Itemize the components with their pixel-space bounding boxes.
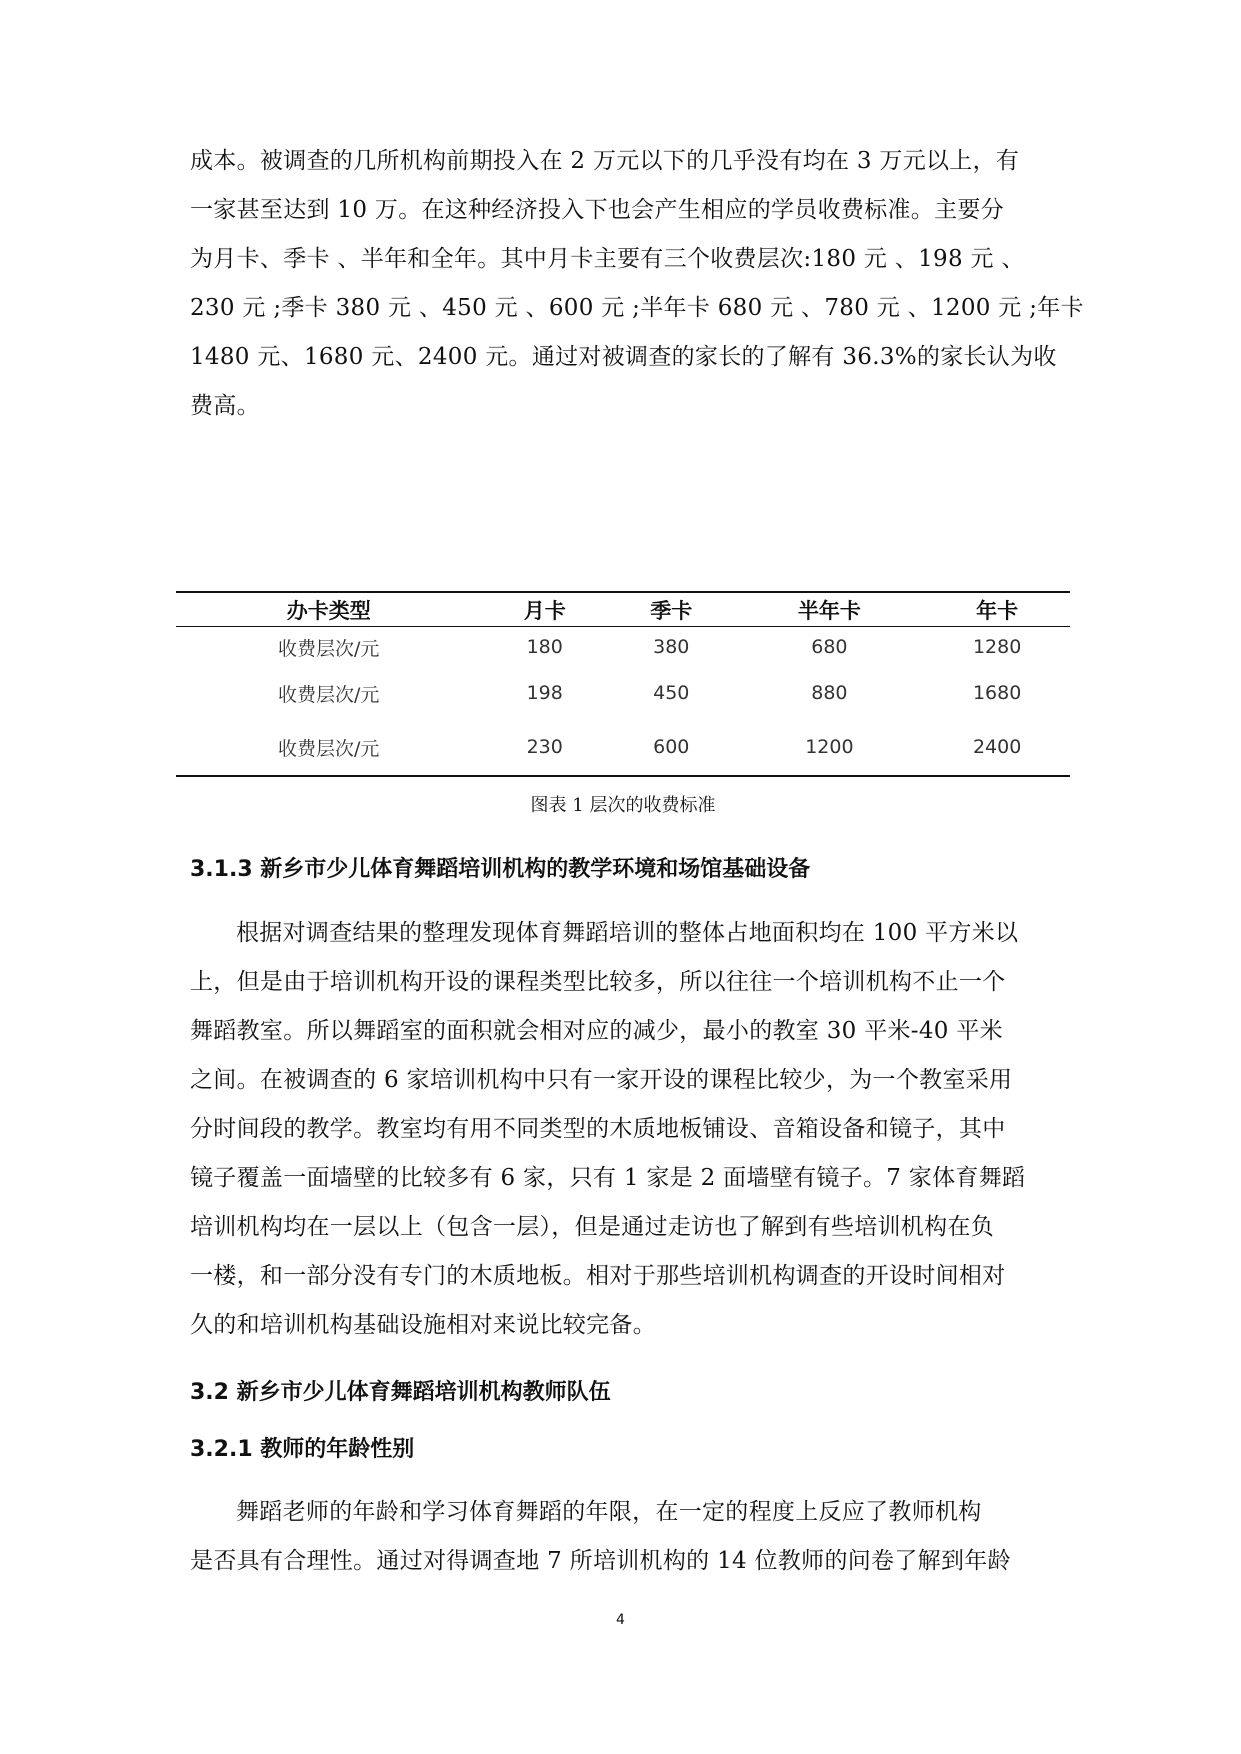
fee-table	[176, 591, 1070, 777]
table-cell: 600	[608, 719, 735, 776]
table-cell: 880	[811, 682, 848, 704]
paragraph-fee-intro	[190, 137, 1084, 431]
column-header-card-type: 办卡类型	[176, 592, 481, 627]
text-line: 一家甚至达到 10 万。在这种经济投入下也会产生相应的学员收费标准。主要分	[190, 197, 1004, 223]
table-cell: 680	[811, 636, 848, 658]
text-line: 是否具有合理性。通过对得调查地 7 所培训机构的 14 位教师的问卷了解到年龄	[190, 1548, 1011, 1574]
table-cell: 180	[526, 636, 563, 658]
paragraph-teaching-environment	[190, 909, 1070, 1350]
paragraph-teacher-age	[190, 1488, 1070, 1586]
text-line: 根据对调查结果的整理发现体育舞蹈培训的整体占地面积均在 100 平方米以	[236, 920, 1019, 946]
table-cell: 1200	[735, 719, 925, 776]
table-cell: 1680	[972, 682, 1022, 704]
table-header-row	[176, 592, 1070, 627]
table-cell: 收费层次/元	[176, 719, 481, 776]
table-row	[176, 667, 1070, 719]
table-row	[176, 627, 1070, 668]
table-caption: 图表 1 层次的收费标准	[530, 795, 716, 816]
text-line: 1480 元、1680 元、2400 元。通过对被调查的家长的了解有 36.3%的家长认为收	[190, 344, 1057, 370]
text-line: 分时间段的教学。教室均有用不同类型的木质地板铺设、音箱设备和镜子，其中	[190, 1116, 1006, 1142]
text-line: 舞蹈教室。所以舞蹈室的面积就会相对应的减少，最小的教室 30 平米-40 平米	[190, 1018, 1003, 1044]
column-header-quarterly: 季卡	[608, 592, 735, 627]
column-header-monthly: 月卡	[481, 592, 608, 627]
text-line: 久的和培训机构基础设施相对来说比较完备。	[190, 1312, 656, 1338]
section-heading-3-2-1: 3.2.1 教师的年龄性别	[190, 1437, 415, 1462]
section-heading-3-1-3: 3.1.3 新乡市少儿体育舞蹈培训机构的教学环境和场馆基础设备	[190, 857, 811, 882]
table-cell: 198	[526, 682, 563, 704]
page-number: 4	[616, 1612, 625, 1628]
table-cell: 380	[653, 636, 690, 658]
section-heading-3-2: 3.2 新乡市少儿体育舞蹈培训机构教师队伍	[190, 1380, 611, 1405]
text-line: 之间。在被调查的 6 家培训机构中只有一家开设的课程比较少，为一个教室采用	[190, 1067, 1013, 1093]
text-line: 费高。	[190, 393, 260, 419]
table-cell: 1280	[972, 636, 1022, 658]
column-header-half-year: 半年卡	[735, 592, 925, 627]
table-cell: 收费层次/元	[278, 683, 380, 706]
text-line: 为月卡、季卡 、半年和全年。其中月卡主要有三个收费层次:180 元 、198 元 、	[190, 246, 1025, 272]
text-line: 一楼，和一部分没有专门的木质地板。相对于那些培训机构调查的开设时间相对	[190, 1263, 1006, 1289]
table-cell: 230	[481, 719, 608, 776]
text-line: 上，但是由于培训机构开设的课程类型比较多，所以往往一个培训机构不止一个	[190, 969, 1006, 995]
text-line: 成本。被调查的几所机构前期投入在 2 万元以下的几乎没有均在 3 万元以上，有	[190, 148, 1020, 174]
text-line: 230 元 ;季卡 380 元 、450 元 、600 元 ;半年卡 680 元 、780 元 、1200 元 ;年卡	[190, 295, 1084, 321]
table-cell: 2400	[924, 719, 1070, 776]
column-header-annual: 年卡	[924, 592, 1070, 627]
table-row	[176, 719, 1070, 776]
table-cell: 收费层次/元	[278, 637, 380, 660]
text-line: 培训机构均在一层以上（包含一层），但是通过走访也了解到有些培训机构在负	[190, 1214, 994, 1240]
text-line: 舞蹈老师的年龄和学习体育舞蹈的年限，在一定的程度上反应了教师机构	[236, 1499, 982, 1525]
table-cell: 450	[653, 682, 690, 704]
text-line: 镜子覆盖一面墙壁的比较多有 6 家，只有 1 家是 2 面墙壁有镜子。7 家体育舞蹈	[190, 1165, 1026, 1191]
